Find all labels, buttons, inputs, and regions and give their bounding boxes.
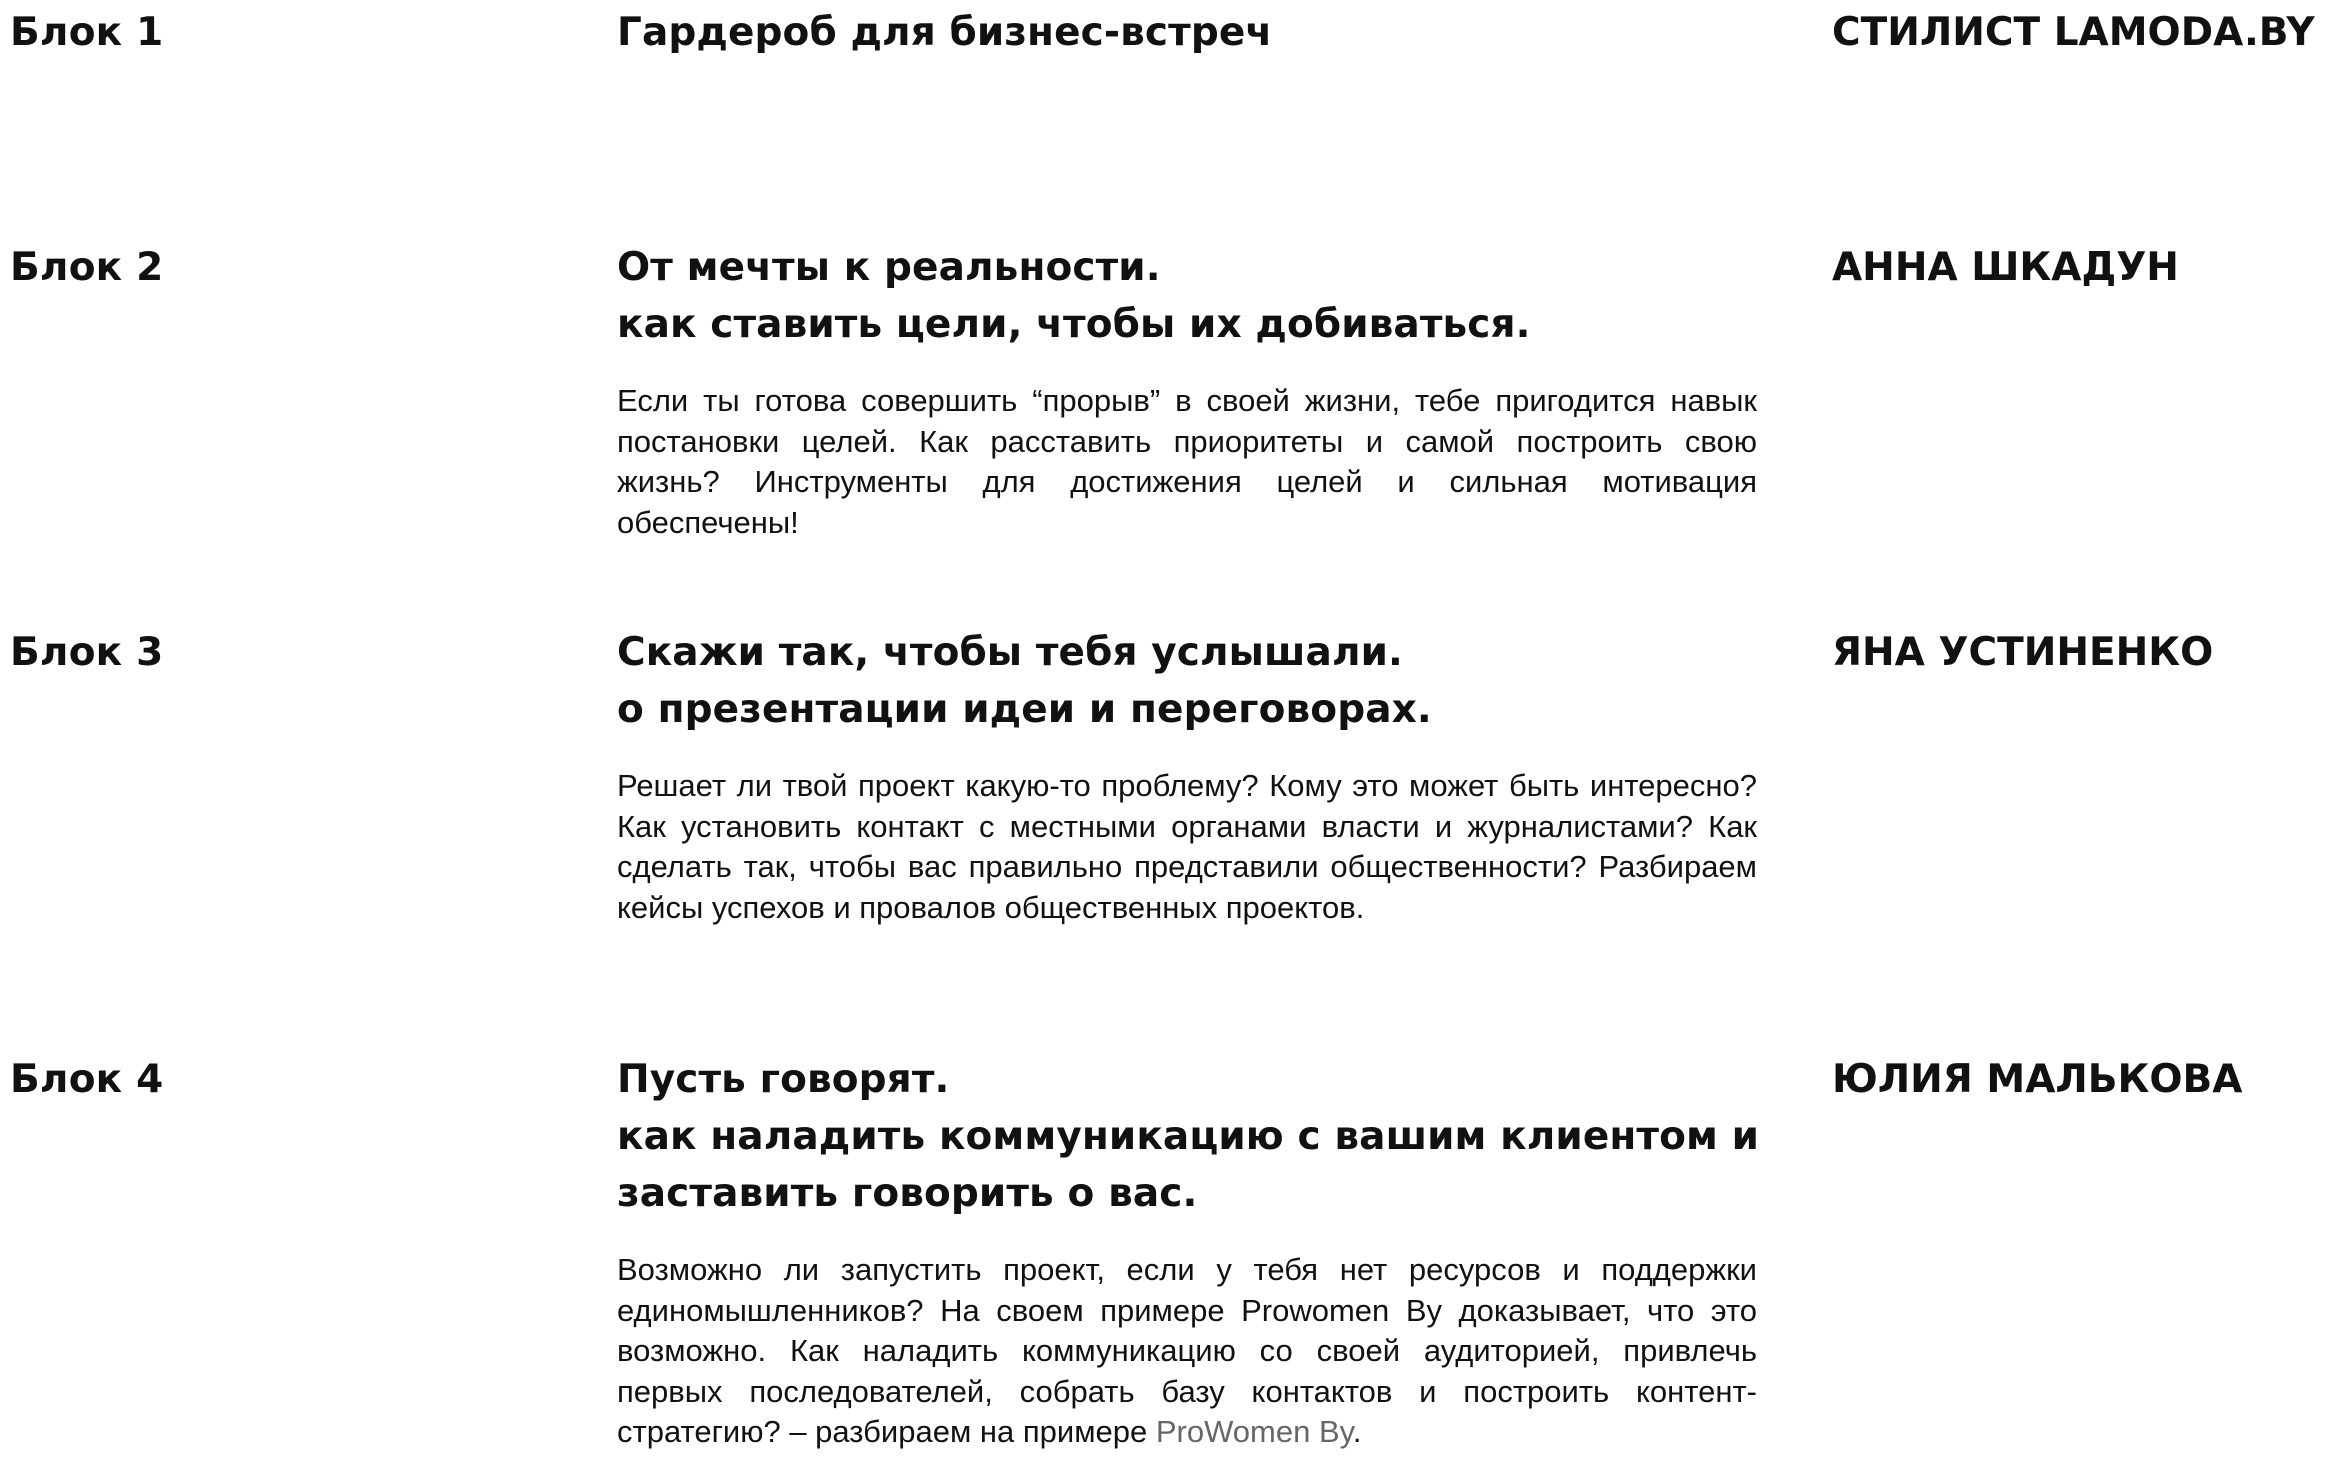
block-description-end: . — [1352, 1414, 1362, 1449]
block-title-line: заставить говорить о вас. — [617, 1171, 1198, 1216]
block-title — [617, 624, 1757, 738]
block-speaker: АННА ШКАДУН — [1832, 245, 2179, 290]
block-title-line: Гардероб для бизнес-встреч — [617, 10, 1273, 55]
block-title-line: как наладить коммуникацию с вашим клиентом и — [617, 1114, 1760, 1159]
block-title-line: Пусть говорят. — [617, 1057, 950, 1102]
block-description — [617, 1250, 1757, 1453]
block-description: Если ты готова совершить “прорыв” в своей жизни, тебе пригодится навык постановки целей. Как расставить приоритеты и самой построить свою жизнь? Инструменты для достижения целей и сильная мотивация обеспечены! — [617, 383, 1757, 540]
block-title — [617, 1051, 1760, 1222]
block-content — [617, 239, 1757, 543]
prowomen-link[interactable]: ProWomen By — [1155, 1414, 1353, 1449]
block-speaker: СТИЛИСТ LAMODA.BY — [1832, 10, 2315, 55]
block-title-line: Скажи так, чтобы тебя услышали. — [617, 630, 1403, 675]
block-title — [617, 239, 1757, 353]
block-title-line: От мечты к реальности. — [617, 245, 1161, 290]
block-description-text: Возможно ли запустить проект, если у тебя нет ресурсов и поддержки единомышленников? На своем примере Prowomen By доказывает, что это возможно. Как наладить коммуникацию со своей аудиторией, привлечь первых последователей, собрать базу контактов и построить контент-стратегию? – разбираем на примере — [617, 1252, 1757, 1449]
block-label: Блок 3 — [10, 630, 164, 675]
block-title — [617, 4, 1757, 61]
block-content — [617, 624, 1757, 928]
block-label: Блок 2 — [10, 245, 164, 290]
block-content — [617, 1051, 1760, 1453]
block-description: Решает ли твой проект какую-то проблему? Кому это может быть интересно? Как установить контакт с местными органами власти и журналистами? Как сделать так, чтобы вас правильно представили общественности? Разбираем кейсы успехов и провалов общественных проектов. — [617, 768, 1757, 925]
block-speaker: ЯНА УСТИНЕНКО — [1832, 630, 2214, 675]
block-title-line: о презентации идеи и переговорах. — [617, 687, 1432, 732]
block-label: Блок 4 — [10, 1057, 164, 1102]
block-title-line: как ставить цели, чтобы их добиваться. — [617, 302, 1531, 347]
block-label: Блок 1 — [10, 10, 164, 55]
block-content — [617, 4, 1757, 61]
block-speaker: ЮЛИЯ МАЛЬКОВА — [1832, 1057, 2243, 1102]
